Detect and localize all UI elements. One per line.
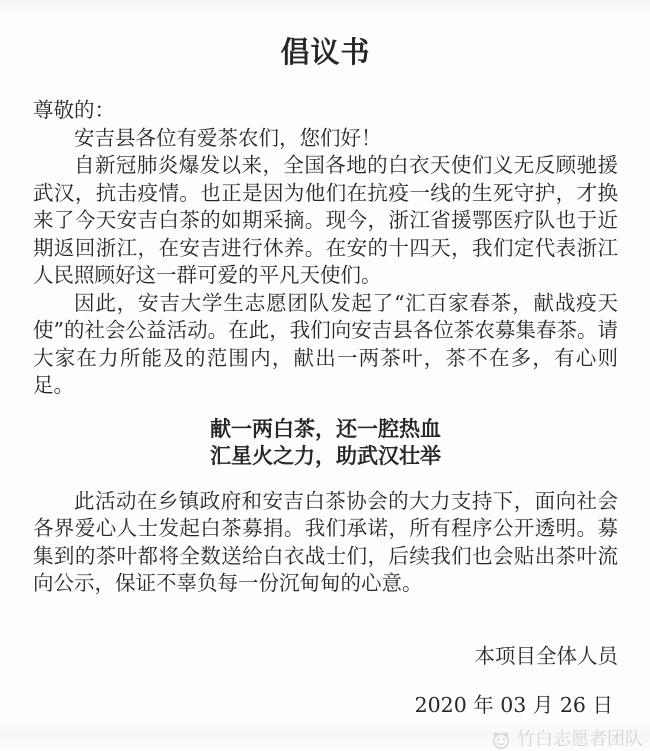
panda-mascot-logo-icon [490, 729, 512, 751]
document-date: 2020 年 03 月 26 日 [414, 693, 613, 717]
watermark [33, 729, 643, 751]
slogan-line-1: 献一两白茶，还一腔热血 [210, 416, 441, 441]
watermark-text: 竹白志愿者团队 [517, 728, 643, 750]
slogan-block [33, 416, 618, 470]
slogan-line-2: 汇星火之力，助武汉壮举 [210, 443, 441, 468]
document-title: 倡议书 [280, 35, 371, 69]
signature: 本项目全体人员 [474, 643, 618, 668]
body-paragraph-2: 因此，安吉大学生志愿团队发起了“汇百家春茶，献战疫天使”的社会公益活动。在此，我们向安吉县各位茶农募集春茶。请大家在力所能及的范围内，献出一两茶叶，茶不在多，有心则足。 [33, 290, 618, 397]
salutation: 尊敬的： [33, 98, 115, 122]
closing-paragraph: 此活动在乡镇政府和安吉白茶协会的大力支持下，面向社会各界爱心人士发起白茶募捐。我们承诺，所有程序公开透明。募集到的茶叶都将全数送给白衣战士们，后续我们也会贴出茶叶流向公示，保证不辜负每一份沉甸甸的心意。 [33, 488, 618, 595]
body-paragraph-1: 自新冠肺炎爆发以来，全国各地的白衣天使们义无反顾驰援武汉，抗击疫情。也正是因为他们在抗疫一线的生死守护，才换来了今天安吉白茶的如期采摘。现今，浙江省援鄂医疗队也于近期返回浙江，在安吉进行休养。在安的十四天，我们定代表浙江人民照顾好这一群可爱的平凡天使们。 [33, 153, 618, 287]
greeting-line: 安吉县各位有爱茶农们，您们好！ [74, 125, 382, 150]
